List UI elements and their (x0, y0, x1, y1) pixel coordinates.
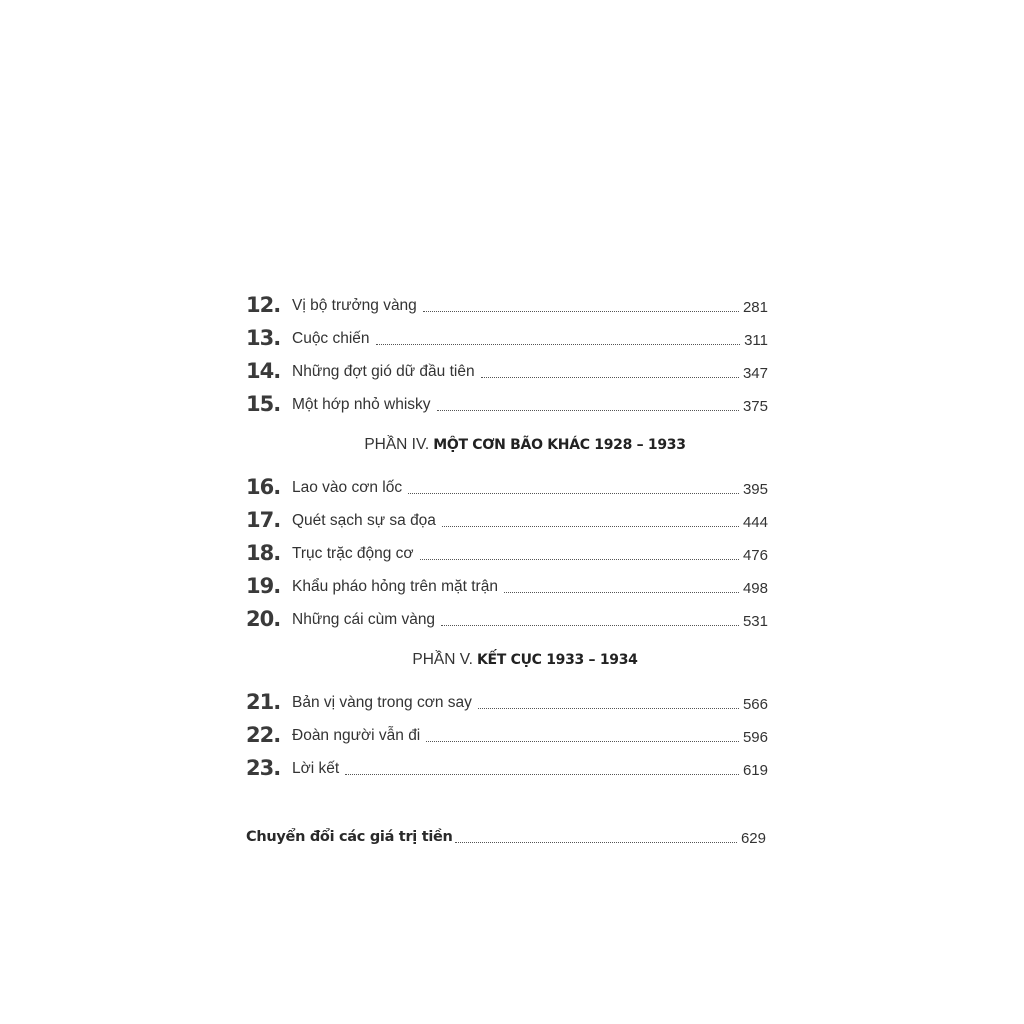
chapter-title: Những cái cùm vàng (292, 611, 436, 628)
dot-leader (426, 740, 739, 742)
dot-leader (478, 707, 739, 709)
chapter-number: 14. (246, 359, 281, 383)
toc-entry-17[interactable] (246, 503, 768, 536)
dot-leader (408, 492, 739, 494)
chapter-title: Đoàn người vẫn đi (292, 727, 421, 744)
chapter-number: 22. (246, 723, 281, 747)
chapter-number: 20. (246, 607, 281, 631)
chapter-number: 19. (246, 574, 281, 598)
dot-leader (423, 310, 739, 312)
chapter-title: Quét sạch sự sa đọa (292, 512, 436, 529)
toc-entry-20[interactable] (246, 602, 768, 635)
page-number: 476 (742, 547, 768, 564)
chapter-number: 12. (246, 293, 281, 317)
chapter-number: 16. (246, 475, 281, 499)
toc-entry-23[interactable] (246, 751, 768, 784)
toc-entry-22[interactable] (246, 718, 768, 751)
chapter-number: 17. (246, 508, 281, 532)
chapter-title: Lao vào cơn lốc (292, 479, 403, 496)
chapter-number: 13. (246, 326, 281, 350)
dot-leader (455, 841, 737, 843)
chapter-number: 18. (246, 541, 281, 565)
page-number: 498 (742, 580, 768, 597)
dot-leader (437, 409, 739, 411)
toc-entry-19[interactable] (246, 569, 768, 602)
part-5-heading (282, 635, 768, 685)
dot-leader (345, 773, 739, 775)
chapter-number: 23. (246, 756, 281, 780)
chapter-title: Trục trặc động cơ (292, 545, 414, 562)
page-number: 531 (742, 613, 768, 630)
toc-entry-14[interactable] (246, 354, 768, 387)
part-prefix: PHẦN V. (412, 651, 473, 668)
chapter-title: Khẩu pháo hỏng trên mặt trận (292, 578, 498, 595)
dot-leader (442, 525, 739, 527)
dot-leader (441, 624, 739, 626)
dot-leader (504, 591, 739, 593)
toc-entry-18[interactable] (246, 536, 768, 569)
page-number: 395 (742, 481, 768, 498)
table-of-contents (246, 288, 768, 784)
toc-entry-15[interactable] (246, 387, 768, 420)
toc-entry-13[interactable] (246, 321, 768, 354)
toc-entry-21[interactable] (246, 685, 768, 718)
part-name: MỘT CƠN BÃO KHÁC 1928 – 1933 (433, 437, 686, 453)
page-number: 281 (742, 299, 768, 316)
chapter-title: Những đợt gió dữ đầu tiên (292, 363, 475, 380)
page-number: 375 (742, 398, 768, 415)
toc-entry-16[interactable] (246, 470, 768, 503)
chapter-number: 15. (246, 392, 281, 416)
chapter-title: Vị bộ trưởng vàng (292, 297, 417, 314)
dot-leader (420, 558, 739, 560)
chapter-number: 21. (246, 690, 281, 714)
page-number: 347 (742, 365, 768, 382)
chapter-title: Một hớp nhỏ whisky (292, 396, 431, 413)
page-number: 444 (742, 514, 768, 531)
chapter-title: Bản vị vàng trong cơn say (292, 694, 472, 711)
part-prefix: PHẦN IV. (364, 436, 430, 453)
page-number: 311 (744, 332, 768, 349)
page-number: 619 (742, 762, 768, 779)
toc-entry-conversion[interactable] (246, 826, 766, 852)
page-number: 596 (742, 729, 768, 746)
page-number: 629 (740, 830, 766, 847)
part-4-heading (282, 420, 768, 470)
appendix-title: Chuyển đổi các giá trị tiền (246, 829, 453, 845)
dot-leader (376, 343, 741, 345)
dot-leader (481, 376, 739, 378)
toc-entry-12[interactable] (246, 288, 768, 321)
part-name: KẾT CỤC 1933 – 1934 (476, 652, 638, 668)
page-number: 566 (742, 696, 768, 713)
chapter-title: Cuộc chiến (292, 330, 370, 347)
chapter-title: Lời kết (292, 760, 340, 777)
